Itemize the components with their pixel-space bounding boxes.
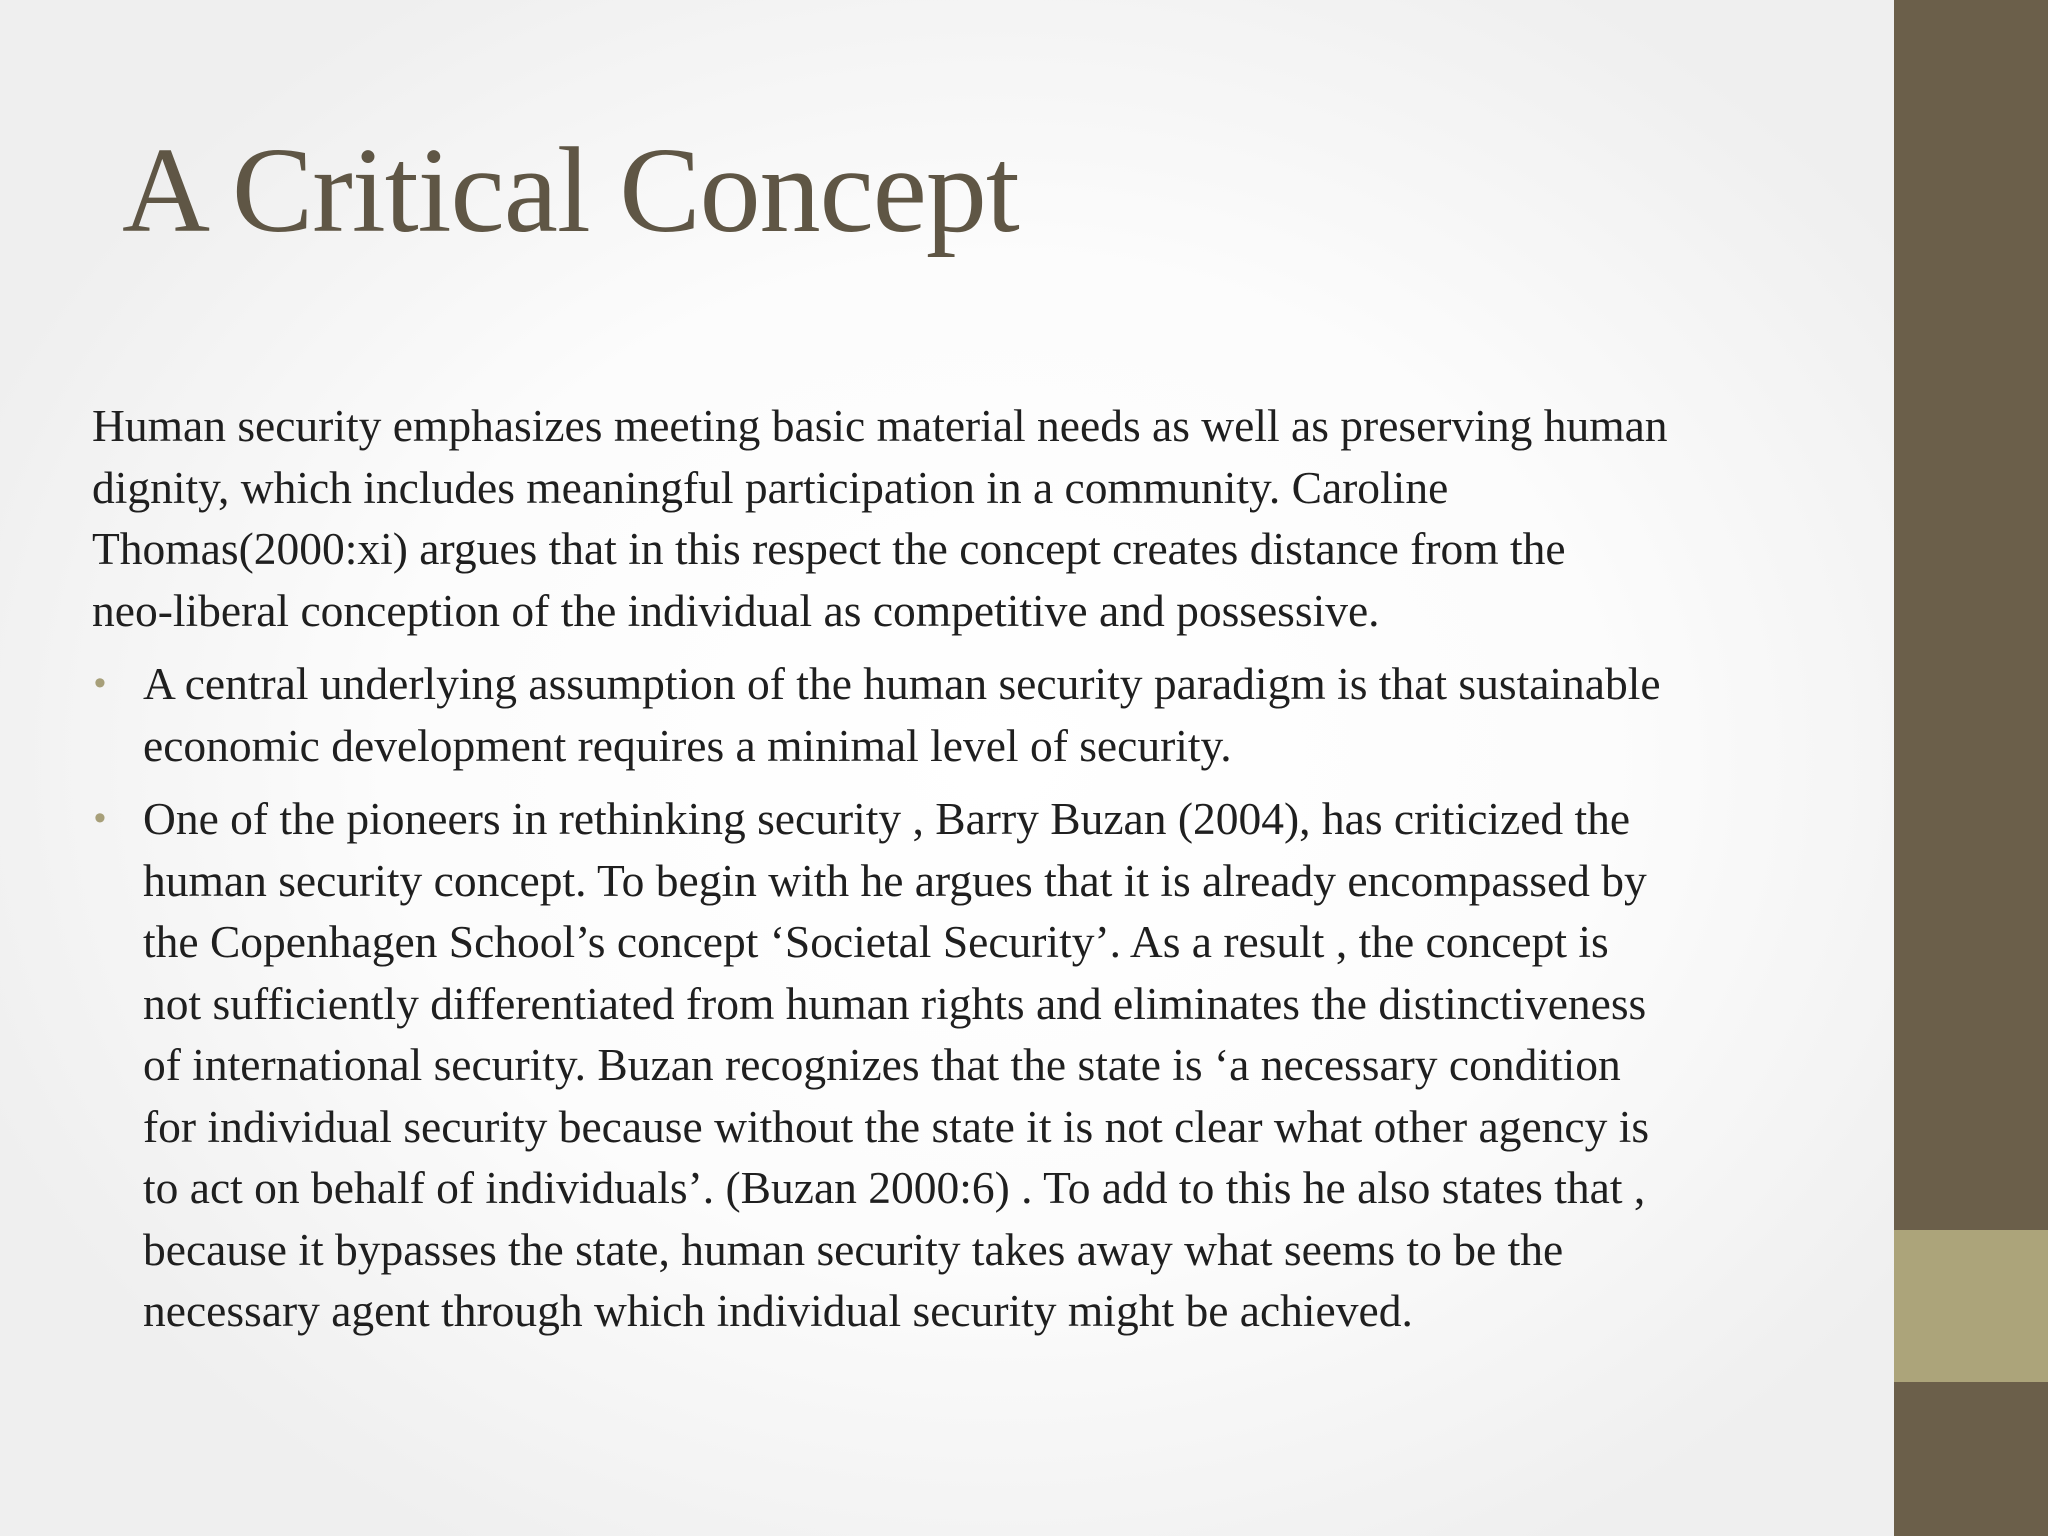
text-line: necessary agent through which individual security might be achieved. [143,1285,1413,1336]
bullet-item [92,788,1892,1342]
bullet-item [92,653,1892,776]
bullet-icon: • [94,664,106,702]
text-line: A central underlying assumption of the human security paradigm is that sustainable [143,658,1661,709]
text-line: of international security. Buzan recognizes that the state is ‘a necessary condition [143,1039,1621,1090]
text-line: dignity, which includes meaningful participation in a community. Caroline [92,461,1449,513]
text-line: not sufficiently differentiated from human rights and eliminates the distinctiveness [143,977,1647,1029]
text-line: Human security emphasizes meeting basic material needs as well as preserving human [92,400,1668,451]
text-line: to act on behalf of individuals’. (Buzan 2000:6) . To add to this he also states that , [143,1162,1646,1213]
side-accent-block [1894,1230,2048,1382]
slide-title: A Critical Concept [122,123,1019,258]
text-line: for individual security because without the state it is not clear what other agency is [143,1100,1650,1152]
bullet-icon: • [94,799,106,837]
slide-body [92,395,1892,1342]
text-line: because it bypasses the state, human security takes away what seems to be the [143,1223,1564,1275]
intro-paragraph [92,395,1892,641]
text-line: One of the pioneers in rethinking security , Barry Buzan (2004), has criticized the [143,793,1631,844]
text-line: the Copenhagen School’s concept ‘Societal Security’. As a result , the concept is [143,916,1609,967]
text-line: Thomas(2000:xi) argues that in this respect the concept creates distance from the [92,523,1566,574]
text-line: neo-liberal conception of the individual as competitive and possessive. [92,584,1380,636]
text-line: economic development requires a minimal level of security. [143,719,1232,771]
text-line: human security concept. To begin with he argues that it is already encompassed by [143,854,1647,906]
